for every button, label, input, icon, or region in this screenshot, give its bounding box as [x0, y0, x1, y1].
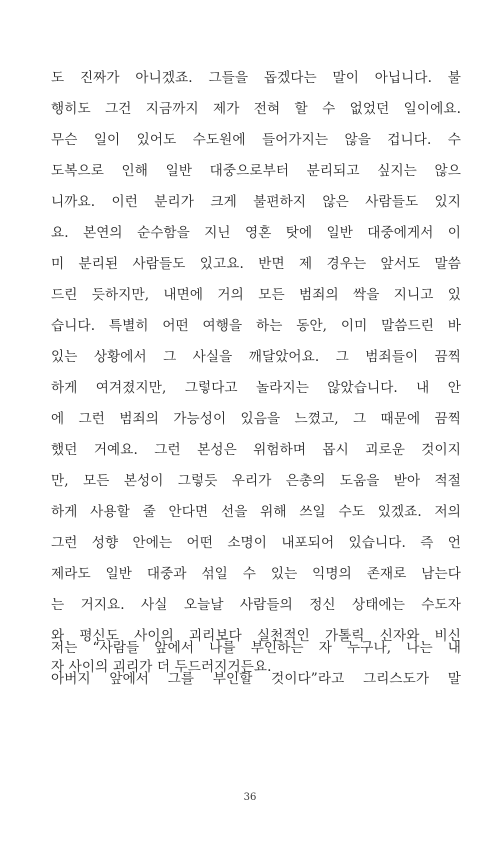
- text-line: 미 분리된 사람들도 있고요. 반면 제 경우는 앞서도 말씀: [51, 256, 461, 272]
- text-line: 그런 성향 안에는 어떤 소명이 내포되어 있습니다. 즉 언: [51, 535, 461, 551]
- text-line: 에 그런 범죄의 가능성이 있음을 느꼈고, 그 때문에 끔찍: [51, 411, 461, 427]
- text-line: 만, 모든 본성이 그렇듯 우리가 은총의 도움을 받아 적절: [51, 473, 461, 489]
- text-line: 요. 본연의 순수함을 지닌 영혼 탓에 일반 대중에게서 이: [51, 225, 461, 241]
- text-line: 무슨 일이 있어도 수도원에 들어가지는 않을 겁니다. 수: [51, 132, 461, 148]
- text-line: 자 사이의 괴리가 더 두드러지거든요.: [51, 659, 272, 675]
- text-line: 있는 상황에서 그 사실을 깨달았어요. 그 범죄들이 끔찍: [51, 349, 461, 365]
- text-line: 저는 “사람들 앞에서 나를 부인하는 자 누구나, 나는 내: [51, 640, 461, 656]
- text-line: 제라도 일반 대중과 섞일 수 있는 익명의 존재로 남는다: [51, 566, 461, 582]
- text-line: 했던 거예요. 그런 본성은 위험하며 몹시 괴로운 것이지: [51, 442, 461, 458]
- text-line: 는 거지요. 사실 오늘날 사람들의 정신 상태에는 수도자: [51, 597, 461, 613]
- text-line: 행히도 그건 지금까지 제가 전혀 할 수 없었던 일이에요.: [51, 101, 461, 117]
- text-line: 하게 여겨졌지만, 그렇다고 놀라지는 않았습니다. 내 안: [51, 380, 461, 396]
- text-line: 하게 사용할 줄 안다면 선을 위해 쓰일 수도 있겠죠. 저의: [51, 504, 461, 520]
- text-line: 니까요. 이런 분리가 크게 불편하지 않은 사람들도 있지: [51, 194, 461, 210]
- text-line: 도 진짜가 아니겠죠. 그들을 돕겠다는 말이 아닙니다. 불: [51, 70, 461, 86]
- text-line: 아버지 앞에서 그를 부인할 것이다”라고 그리스도가 말: [51, 671, 461, 687]
- paragraph-1: [51, 63, 461, 683]
- page-number: 36: [243, 792, 257, 803]
- paragraph-2: [51, 633, 461, 695]
- text-line: 습니다. 특별히 어떤 여행을 하는 동안, 이미 말씀드린 바: [51, 318, 461, 334]
- text-line: 와 평신도 사이의 괴리보다 실천적인 가톨릭 신자와 비신: [51, 628, 461, 644]
- text-line: 드린 듯하지만, 내면에 거의 모든 범죄의 싹을 지니고 있: [51, 287, 461, 303]
- text-line: 도복으로 인해 일반 대중으로부터 분리되고 싶지는 않으: [51, 163, 461, 179]
